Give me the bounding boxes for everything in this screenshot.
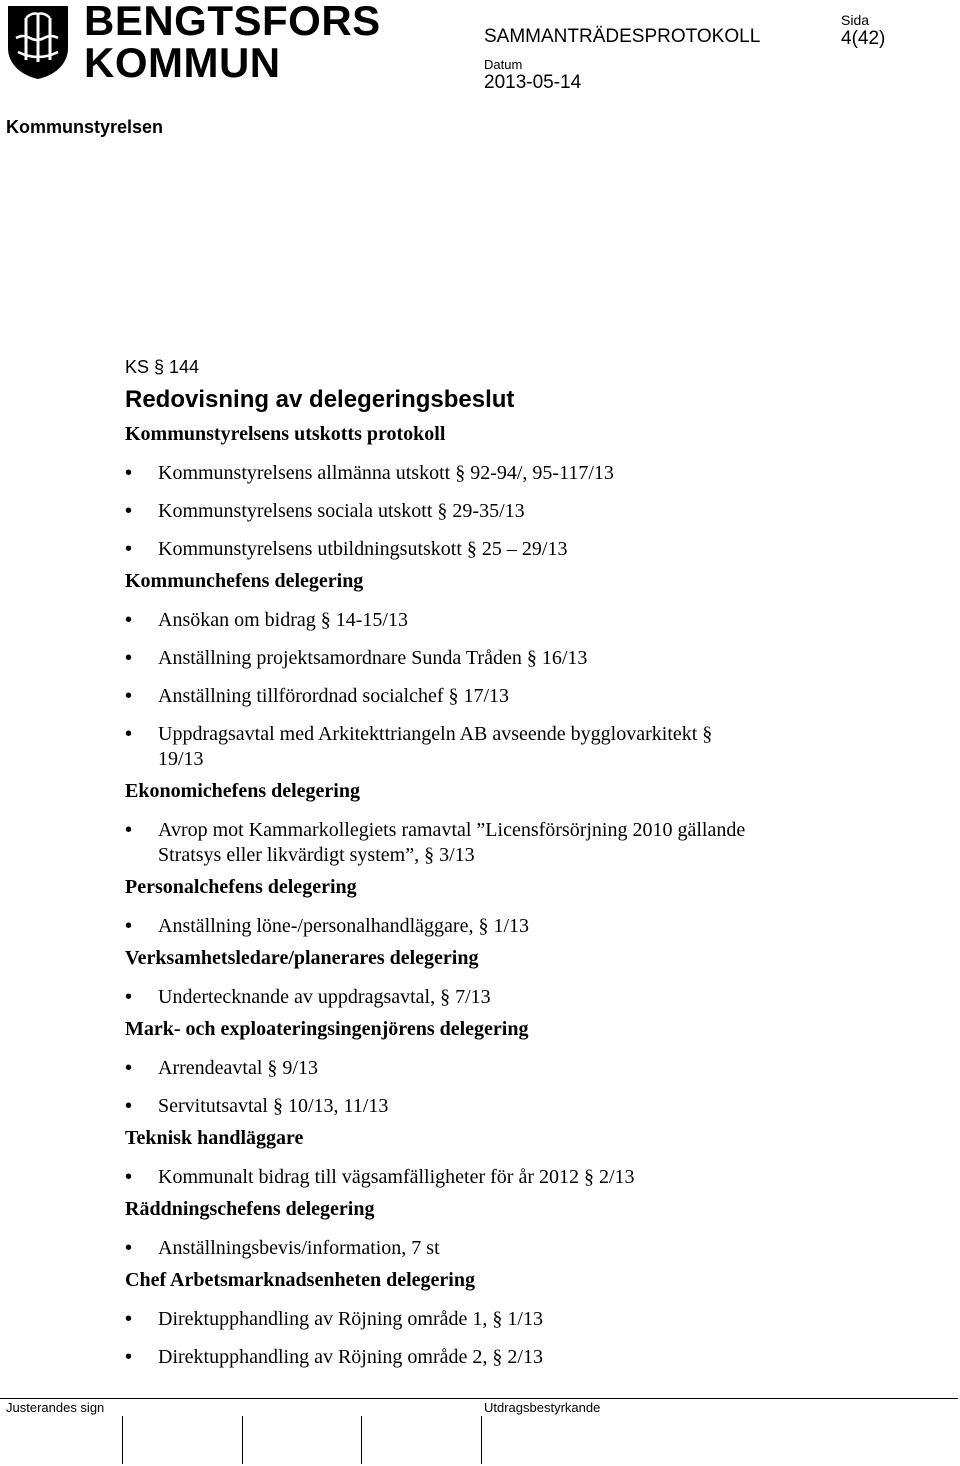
date-value: 2013-05-14 — [484, 72, 582, 93]
paragraph-reference: KS § 144 — [125, 357, 200, 377]
list-item-text: • Arrendeavtal § 9/13 — [158, 1057, 318, 1079]
page-label: Sida — [841, 12, 870, 28]
sections-container — [125, 421, 915, 1370]
signature-box-divider — [122, 1416, 123, 1464]
section-heading: Chef Arbetsmarknadsenheten delegering — [125, 1269, 475, 1291]
list-item-text: • Kommunalt bidrag till vägsamfälligheter för år 2012 § 2/13 — [158, 1166, 635, 1188]
justerandes-sign-label: Justerandes sign — [6, 1400, 105, 1415]
list-item — [125, 1307, 915, 1332]
section-list — [125, 1165, 915, 1190]
section-list — [125, 1236, 915, 1261]
list-item-text: • Anställningsbevis/information, 7 st — [158, 1237, 440, 1259]
logo-text-line2: KOMMUN — [84, 39, 281, 86]
list-item-text: • Direktupphandling av Röjning område 1, § 1/13 — [158, 1308, 543, 1330]
list-item — [125, 461, 915, 486]
list-item — [125, 684, 915, 709]
footer-divider — [0, 1398, 958, 1399]
list-item-text: • Servitutsavtal § 10/13, 11/13 — [158, 1095, 389, 1117]
organization-name: Kommunstyrelsen — [6, 117, 164, 137]
protocol-content — [125, 355, 915, 1370]
section-heading: Mark- och exploateringsingenjörens delegering — [125, 1018, 529, 1040]
list-item-text: • Anställning löne-/personalhandläggare, § 1/13 — [158, 915, 530, 937]
list-item-text: 19/13 — [158, 748, 204, 770]
section-list — [125, 818, 915, 868]
list-item — [125, 499, 915, 524]
page-title: Redovisning av delegeringsbeslut — [125, 386, 515, 413]
signature-box-divider — [242, 1416, 243, 1464]
utdragsbestyrkande-label: Utdragsbestyrkande — [484, 1400, 601, 1415]
date-label: Datum — [484, 57, 523, 72]
list-item — [125, 914, 915, 939]
list-item — [125, 1094, 915, 1119]
section-heading: Kommunstyrelsens utskotts protokoll — [125, 423, 446, 445]
list-item-text: • Avrop mot Kammarkollegiets ramavtal ”Licensförsörjning 2010 gällande — [158, 819, 746, 841]
list-item-text: • Ansökan om bidrag § 14-15/13 — [158, 609, 408, 631]
section-list — [125, 1056, 915, 1119]
section-list — [125, 1307, 915, 1370]
list-item-text: • Kommunstyrelsens sociala utskott § 29-35/13 — [158, 500, 525, 522]
document-type: SAMMANTRÄDESPROTOKOLL — [484, 26, 761, 47]
list-item-text: • Undertecknande av uppdragsavtal, § 7/13 — [158, 986, 491, 1008]
section-list — [125, 914, 915, 939]
list-item — [125, 537, 915, 562]
section-heading: Räddningschefens delegering — [125, 1198, 375, 1220]
list-item-text: • Uppdragsavtal med Arkitekttriangeln AB avseende bygglovarkitekt § — [158, 723, 713, 745]
list-item-text: • Direktupphandling av Röjning område 2, § 2/13 — [158, 1346, 543, 1368]
list-item — [125, 1056, 915, 1081]
list-item — [125, 818, 915, 868]
section-heading: Kommunchefens delegering — [125, 570, 364, 592]
section-heading: Teknisk handläggare — [125, 1127, 304, 1149]
page-number: 4(42) — [841, 28, 886, 49]
list-item-text: • Kommunstyrelsens allmänna utskott § 92-94/, 95-117/13 — [158, 462, 614, 484]
signature-box-divider — [361, 1416, 362, 1464]
list-item — [125, 1236, 915, 1261]
signature-box-divider — [481, 1416, 482, 1464]
list-item — [125, 722, 915, 772]
section-heading: Ekonomichefens delegering — [125, 780, 360, 802]
list-item — [125, 1345, 915, 1370]
list-item — [125, 1165, 915, 1190]
list-item-text: • Anställning tillförordnad socialchef § 17/13 — [158, 685, 510, 707]
section-list — [125, 608, 915, 772]
logo-text-line1: BENGTSFORS — [84, 0, 381, 44]
section-list — [125, 461, 915, 562]
signature-footer — [0, 1398, 960, 1466]
list-item — [125, 608, 915, 633]
section-list — [125, 985, 915, 1010]
list-item — [125, 985, 915, 1010]
section-heading: Verksamhetsledare/planerares delegering — [125, 947, 479, 969]
list-item-text: • Anställning projektsamordnare Sunda Tråden § 16/13 — [158, 647, 588, 669]
list-item — [125, 646, 915, 671]
municipal-coat-of-arms-logo — [6, 4, 70, 80]
list-item-text: • Kommunstyrelsens utbildningsutskott § 25 – 29/13 — [158, 538, 568, 560]
section-heading: Personalchefens delegering — [125, 876, 357, 898]
list-item-text: Stratsys eller likvärdigt system”, § 3/13 — [158, 844, 475, 866]
